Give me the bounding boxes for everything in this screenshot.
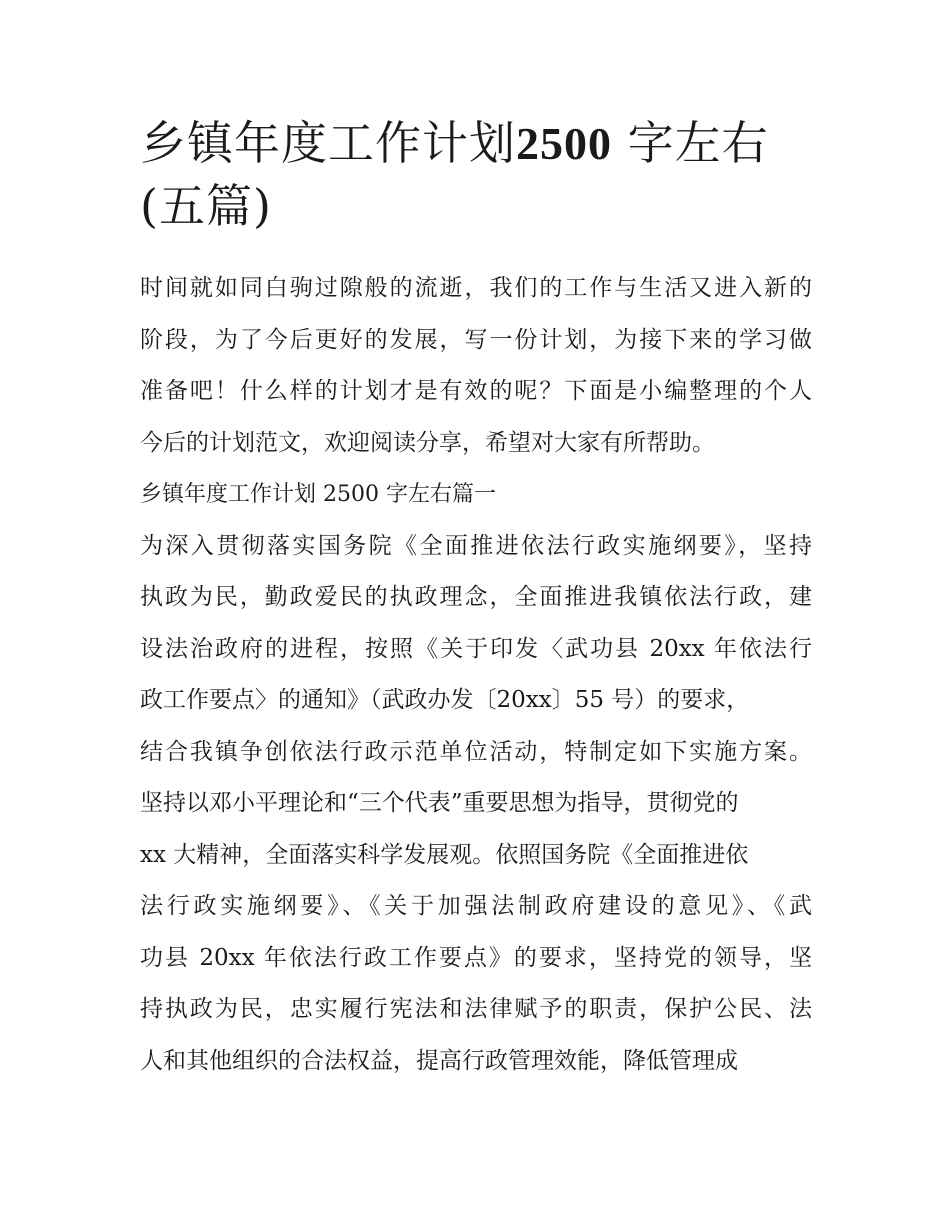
body-line: 结合我镇争创依法行政示范单位活动，特制定如下实施方案。 xyxy=(140,738,812,765)
body-line: 为深入贯彻落实国务院《全面推进依法行政实施纲要》，坚持 xyxy=(140,532,812,559)
body-line: 人和其他组织的合法权益，提高行政管理效能，降低管理成 xyxy=(140,1047,738,1074)
intro-line: 时间就如同白驹过隙般的流逝，我们的工作与生活又进入新的 xyxy=(140,275,812,301)
intro-line: 阶段，为了今后更好的发展，写一份计划，为接下来的学习做 xyxy=(140,326,812,353)
title-line-1: 乡镇年度工作计划2500 字左右 xyxy=(140,116,769,170)
intro-line: 准备吧！什么样的计划才是有效的呢？下面是小编整理的个人 xyxy=(140,378,812,404)
document-title xyxy=(140,112,812,237)
body-line: 设法治政府的进程，按照《关于印发〈武功县 20xx 年依法行 xyxy=(140,635,812,662)
body-line: 法行政实施纲要》、《关于加强法制政府建设的意见》、《武 xyxy=(140,893,812,919)
body-line: 持执政为民，忠实履行宪法和法律赋予的职责，保护公民、法 xyxy=(140,996,812,1022)
intro-paragraph xyxy=(140,263,812,469)
section-heading: 乡镇年度工作计划 2500 字左右篇一 xyxy=(140,482,496,507)
intro-line: 今后的计划范文，欢迎阅读分享，希望对大家有所帮助。 xyxy=(140,429,715,456)
body-paragraph xyxy=(140,521,812,1088)
body-line: xx 大精神，全面落实科学发展观。依照国务院《全面推进依 xyxy=(140,841,749,868)
title-line-2: (五篇) xyxy=(140,179,272,233)
body-line: 执政为民，勤政爱民的执政理念，全面推进我镇依法行政，建 xyxy=(140,584,812,610)
document-page xyxy=(140,112,812,1087)
body-line: 政工作要点〉的通知》（武政办发〔20xx〕55 号）的要求， xyxy=(140,687,750,713)
body-line: 功县 20xx 年依法行政工作要点》的要求，坚持党的领导，坚 xyxy=(140,944,812,971)
body-line: 坚持以邓小平理论和“三个代表”重要思想为指导，贯彻党的 xyxy=(140,790,739,816)
